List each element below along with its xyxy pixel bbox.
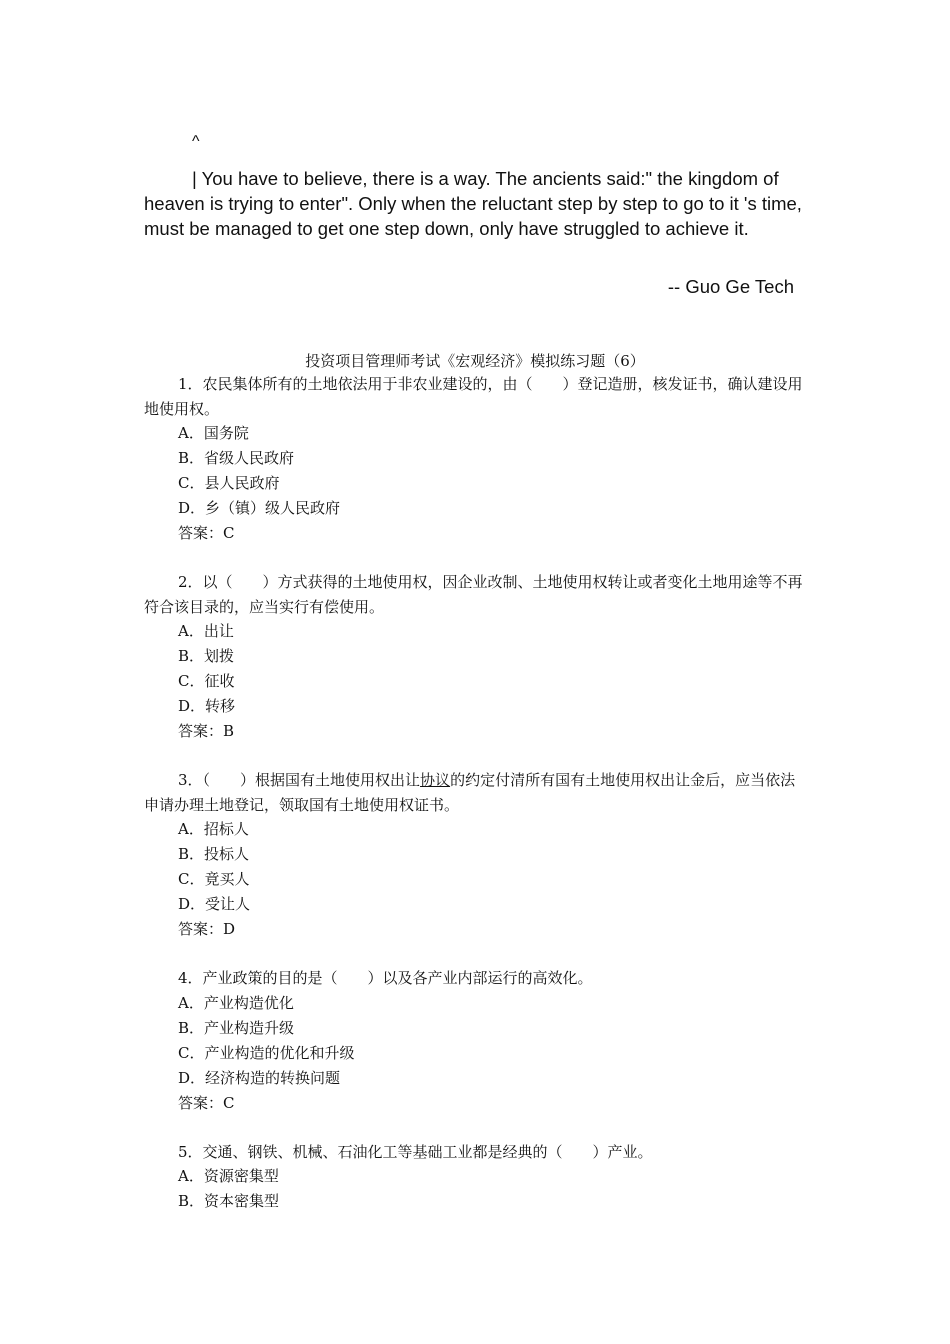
q3-option-a: A．招标人: [178, 820, 249, 838]
q4-option-b: B．产业构造升级: [178, 1019, 295, 1037]
q4-option-c: C．产业构造的优化和升级: [178, 1044, 355, 1062]
q3-text-end: 的约定付清所有国有土地使用权出让金后，应当依法申请办理土地登记，领取国有土地使用权证书。: [144, 771, 796, 814]
q2-option-a: A．出让: [178, 622, 234, 640]
q3-text-start: 3．（ ）根据国有土地使用权出让: [178, 771, 421, 789]
question-2: 2．以（ ）方式获得的土地使用权，因企业改制、土地使用权转让或者变化土地用途等不再符合该目录的，应当实行有偿使用。: [144, 573, 803, 616]
q3-option-d: D．受让人: [178, 895, 251, 913]
q4-answer: 答案：C: [178, 1094, 235, 1112]
q3-link-agreement[interactable]: 协议: [420, 771, 451, 789]
q1-answer: 答案：C: [178, 524, 235, 542]
quote-author: -- Guo Ge Tech: [667, 276, 794, 297]
q3-option-c: C．竟买人: [178, 870, 250, 888]
q1-option-a: A．国务院: [178, 424, 249, 442]
q1-option-b: B．省级人民政府: [178, 449, 295, 467]
question-5: 5．交通、钢铁、机械、石油化工等基础工业都是经典的（ ）产业。: [178, 1143, 653, 1161]
q4-option-a: A．产业构造优化: [178, 994, 294, 1012]
q5-option-b: B．资本密集型: [178, 1192, 280, 1210]
caret-mark: ^: [192, 133, 200, 150]
q1-option-d: D．乡（镇）级人民政府: [178, 499, 341, 517]
document-title: 投资项目管理师考试《宏观经济》模拟练习题（6）: [305, 352, 645, 370]
q3-answer: 答案：D: [178, 920, 236, 938]
q2-option-b: B．划拨: [178, 647, 235, 665]
motivational-quote: | You have to believe, there is a way. The ancients said:" the kingdom of heaven is trying to enter". Only when the reluctant step by step to go to it 's time, must be managed to get one step down, only have struggled to achieve it.: [144, 168, 802, 239]
q2-option-d: D．转移: [178, 697, 236, 715]
q1-option-c: C．县人民政府: [178, 474, 280, 492]
q2-option-c: C．征收: [178, 672, 235, 690]
q5-option-a: A．资源密集型: [178, 1167, 279, 1185]
question-1: 1．农民集体所有的土地依法用于非农业建设的，由（ ）登记造册，核发证书，确认建设用地使用权。: [144, 375, 803, 418]
question-4: 4．产业政策的目的是（ ）以及各产业内部运行的高效化。: [178, 969, 593, 987]
question-3: [144, 768, 806, 817]
q4-option-d: D．经济构造的转换问题: [178, 1069, 341, 1087]
q2-answer: 答案：B: [178, 722, 235, 740]
q3-option-b: B．投标人: [178, 845, 250, 863]
